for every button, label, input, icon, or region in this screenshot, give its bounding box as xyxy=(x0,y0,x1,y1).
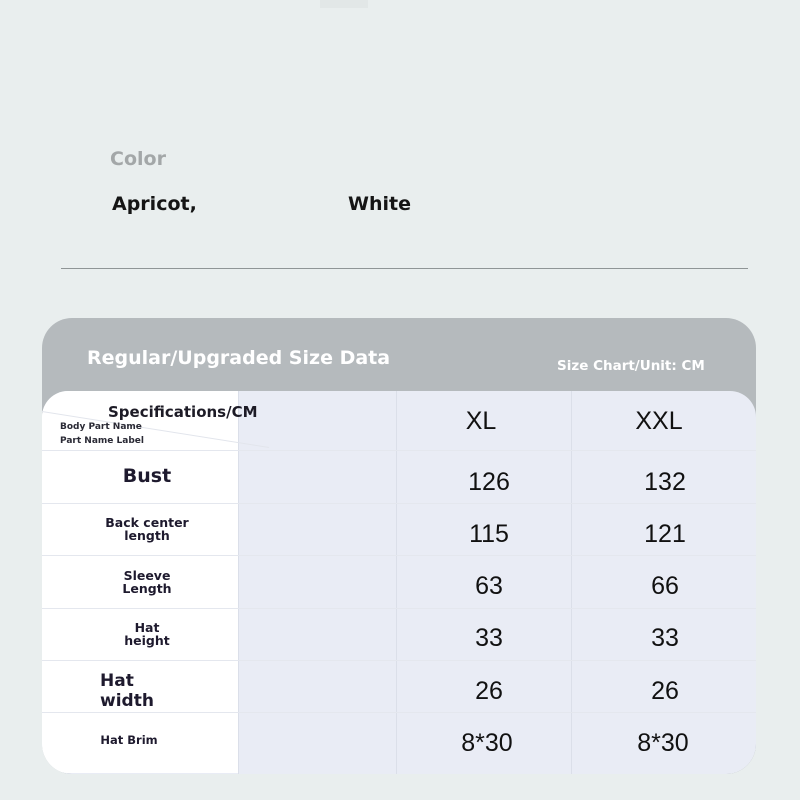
table-cell: 121 xyxy=(644,520,686,548)
size-chart-unit: Size Chart/Unit: CM xyxy=(557,358,705,374)
size-header-xxl: XXL xyxy=(635,407,683,435)
table-cell: 26 xyxy=(475,677,503,705)
row-label-text: Hat xyxy=(100,671,134,691)
table-cell: 126 xyxy=(468,468,510,496)
size-chart-title: Regular/Upgraded Size Data xyxy=(87,347,391,369)
row-divider xyxy=(42,450,756,451)
color-option-white: White xyxy=(348,193,411,215)
row-divider xyxy=(42,712,756,713)
size-chart-card xyxy=(42,318,756,774)
table-cell: 66 xyxy=(651,572,679,600)
row-divider xyxy=(42,503,756,504)
row-label-back-center-length xyxy=(82,516,212,542)
row-label-sleeve-length xyxy=(82,569,212,595)
column-divider xyxy=(396,391,397,774)
row-label-text: Hat Brim xyxy=(100,733,158,747)
table-cell: 26 xyxy=(651,677,679,705)
row-divider xyxy=(42,555,756,556)
top-decoration xyxy=(320,0,368,8)
divider xyxy=(61,268,748,269)
row-divider xyxy=(42,608,756,609)
color-option-apricot: Apricot, xyxy=(112,193,197,215)
corner-label: Body Part Name xyxy=(60,422,142,432)
row-label-text: Length xyxy=(122,581,172,597)
row-label-text: width xyxy=(100,690,154,711)
row-label-text: Sleeve xyxy=(123,568,171,583)
table-cell: 132 xyxy=(644,468,686,496)
row-label-text: length xyxy=(124,528,170,544)
row-label-bust xyxy=(82,467,212,487)
row-label-hat-height xyxy=(82,621,212,647)
row-label-text: Back center xyxy=(105,515,189,530)
table-cell: 8*30 xyxy=(637,729,689,757)
table-cell: 33 xyxy=(475,624,503,652)
row-label-text: Hat xyxy=(134,620,160,635)
row-label-text: height xyxy=(124,633,170,649)
color-label: Color xyxy=(110,148,166,170)
table-cell: 33 xyxy=(651,624,679,652)
column-divider xyxy=(571,391,572,774)
table-cell: 63 xyxy=(475,572,503,600)
table-cell: 8*30 xyxy=(461,729,513,757)
row-label-text: Bust xyxy=(122,465,172,487)
row-divider xyxy=(42,660,756,661)
column-divider xyxy=(238,391,239,774)
row-label-hat-width xyxy=(62,672,228,711)
table-cell: 115 xyxy=(469,520,509,548)
corner-label: Part Name Label xyxy=(60,436,144,446)
row-label-hat-brim xyxy=(64,734,194,746)
spec-header: Specifications/CM xyxy=(108,403,258,421)
size-header-xl: XL xyxy=(465,407,497,435)
